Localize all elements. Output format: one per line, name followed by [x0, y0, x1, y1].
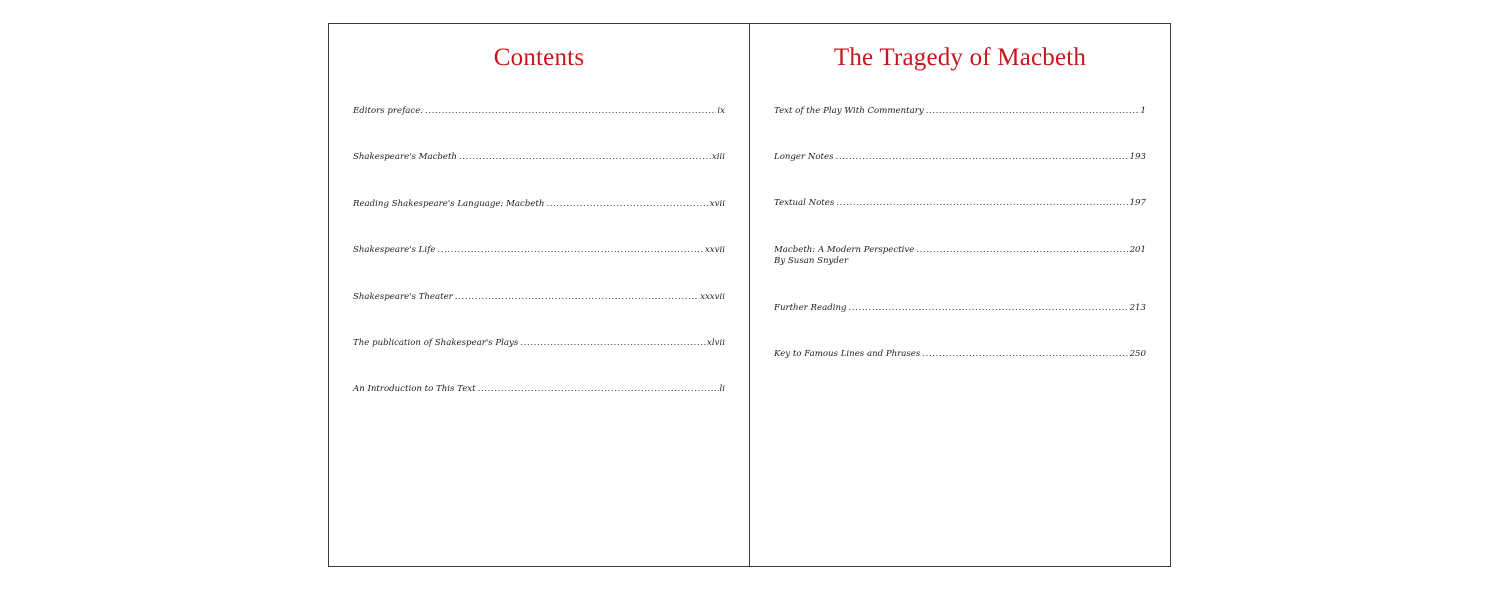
- dot-leader: [849, 303, 1129, 314]
- page-title: The Tragedy of Macbeth: [833, 44, 1087, 71]
- toc-entry-label: Macbeth: A Modern Perspective: [774, 245, 915, 255]
- toc-entry-page: 1: [1140, 106, 1146, 116]
- toc-list: [353, 106, 725, 431]
- toc-entry: [774, 198, 1146, 209]
- toc-entry-label: Reading Shakespeare's Language: Macbeth: [353, 198, 545, 209]
- dot-leader: [916, 245, 1128, 256]
- toc-entry: [774, 245, 1146, 267]
- toc-entry-label: An Introduction to This Text: [353, 384, 476, 395]
- dot-leader: [836, 198, 1128, 209]
- toc-entry-page: xlvii: [707, 337, 725, 348]
- toc-entry-label: Longer Notes: [774, 152, 834, 162]
- toc-entry: [353, 338, 725, 349]
- toc-entry: [774, 106, 1146, 117]
- toc-entry-page: 213: [1129, 303, 1146, 313]
- toc-entry-label: Shakespeare's Macbeth: [353, 152, 457, 163]
- dot-leader: [437, 245, 704, 256]
- toc-entry: [353, 199, 725, 210]
- contents-page: [329, 24, 750, 566]
- toc-entry: [353, 245, 725, 256]
- toc-entry-page: 197: [1129, 198, 1146, 208]
- dot-leader: [478, 384, 719, 395]
- dot-leader: [926, 106, 1140, 117]
- dot-leader: [455, 292, 699, 303]
- toc-entry-label: Further Reading: [774, 303, 847, 313]
- toc-entry-page: 201: [1129, 245, 1146, 255]
- toc-entry-label: Key to Famous Lines and Phrases: [774, 349, 921, 359]
- toc-entry-page: ix: [717, 106, 725, 116]
- toc-entry: [353, 106, 725, 117]
- dot-leader: [836, 152, 1129, 163]
- toc-entry: [353, 292, 725, 303]
- toc-entry: [353, 384, 725, 395]
- toc-entry-page: xvii: [709, 198, 725, 209]
- toc-entry: [353, 152, 725, 163]
- toc-entry-author: By Susan Snyder: [774, 256, 849, 266]
- toc-entry-page: xiii: [711, 152, 725, 163]
- page-title: Contents: [493, 44, 585, 71]
- toc-entry: [774, 303, 1146, 314]
- book-spread: [328, 23, 1171, 567]
- toc-entry-page: xxvii: [704, 245, 725, 256]
- dot-leader: [546, 199, 708, 210]
- toc-entry-label: The publication of Shakespear's Plays: [353, 337, 519, 348]
- toc-entry-page: xxxvii: [700, 291, 725, 302]
- dot-leader: [922, 349, 1128, 360]
- toc-entry: [774, 152, 1146, 163]
- title-page: [750, 24, 1170, 566]
- dot-leader: [459, 152, 711, 163]
- dot-leader: [520, 338, 706, 349]
- toc-entry-label: Shakespeare's Theater: [353, 291, 453, 302]
- toc-entry-page: li: [719, 384, 725, 395]
- toc-entry-label: Shakespeare's Life: [353, 245, 436, 256]
- toc-entry-page: 193: [1129, 152, 1146, 162]
- toc-entry-page: 250: [1129, 349, 1146, 359]
- toc-entry-label: Editors preface.: [353, 106, 424, 116]
- toc-entry: [774, 349, 1146, 360]
- dot-leader: [425, 106, 716, 117]
- toc-entry-label: Text of the Play With Commentary: [774, 106, 924, 116]
- toc-entry-label: Textual Notes: [774, 198, 835, 208]
